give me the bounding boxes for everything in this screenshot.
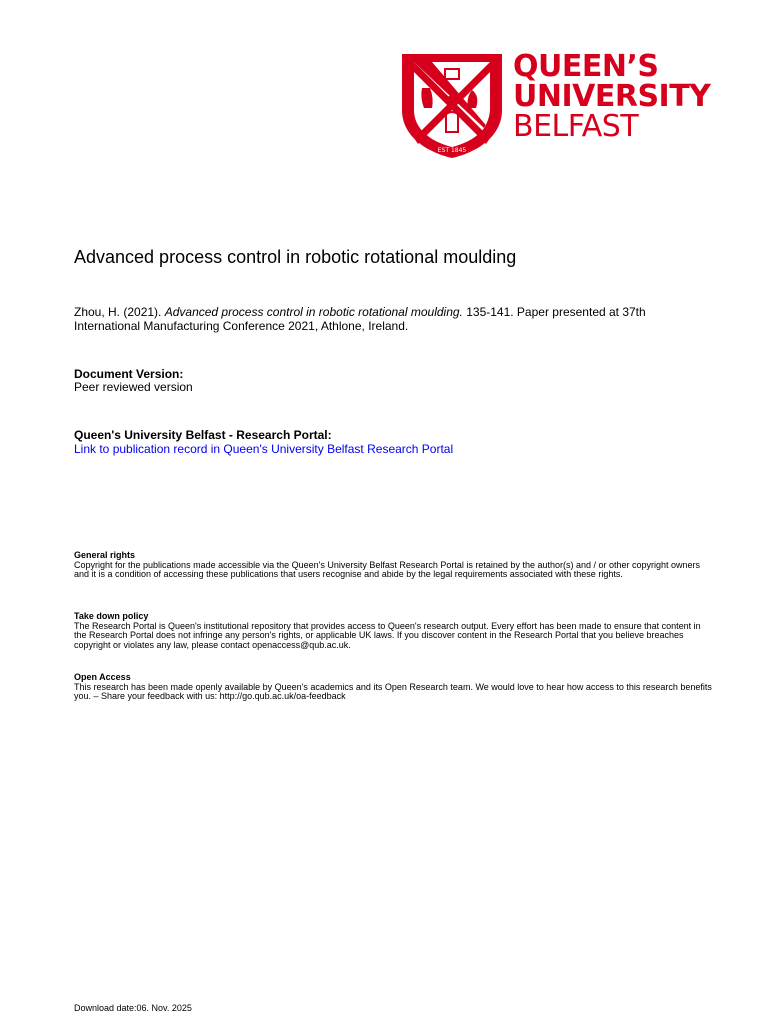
open-access-section	[74, 673, 714, 702]
logo-line-queens: QUEEN’S	[513, 49, 659, 84]
university-logo	[400, 49, 720, 162]
take-down-text: The Research Portal is Queen's institutional repository that provides access to Queen's research output. Every effort has been made to ensure that content in the Research Portal does not infringe any person's rights, or applicable UK laws. If you discover content in the Research Portal that you believe breaches copyright or violates any law, please contact openaccess@qub.ac.uk.	[74, 620, 701, 650]
take-down-section	[74, 612, 714, 650]
logo-line-belfast: BELFAST	[513, 109, 639, 144]
document-version-section	[74, 368, 193, 394]
open-access-heading: Open Access	[74, 672, 131, 682]
download-date: Download date:06. Nov. 2025	[74, 1003, 192, 1013]
shield-establishment-text: EST 1845	[437, 147, 467, 154]
citation	[74, 305, 714, 333]
document-version-heading: Document Version:	[74, 367, 184, 381]
document-version-value: Peer reviewed version	[74, 380, 193, 394]
take-down-heading: Take down policy	[74, 611, 149, 621]
research-portal-heading: Queen's University Belfast - Research Portal:	[74, 428, 332, 442]
research-portal-section	[74, 429, 453, 456]
publication-record-link[interactable]: Link to publication record in Queen's University Belfast Research Portal	[74, 442, 454, 456]
shield-emblem-icon	[400, 52, 504, 160]
general-rights-section	[74, 551, 714, 580]
general-rights-heading: General rights	[74, 550, 136, 560]
logo-wordmark	[513, 49, 711, 144]
citation-suffix: 135-141. Paper presented at 37th International Manufacturing Conference 2021, Athlone, Ireland.	[74, 305, 646, 333]
general-rights-text: Copyright for the publications made accessible via the Queen's University Belfast Research Portal is retained by the author(s) and / or other copyright owners and it is a condition of accessing these publications that users recognise and abide by the legal requirements associated with these rights.	[74, 559, 701, 579]
citation-prefix: Zhou, H. (2021).	[74, 305, 165, 319]
open-access-text: This research has been made openly available by Queen's academics and its Open Research team. We would love to hear how access to this research benefits you. – Share your feedback with us: http://go.qub.ac.uk/oa-feedback	[74, 681, 712, 701]
paper-title: Advanced process control in robotic rotational moulding	[74, 247, 517, 267]
citation-title: Advanced process control in robotic rotational moulding.	[164, 305, 463, 319]
logo-line-university: UNIVERSITY	[513, 79, 711, 114]
